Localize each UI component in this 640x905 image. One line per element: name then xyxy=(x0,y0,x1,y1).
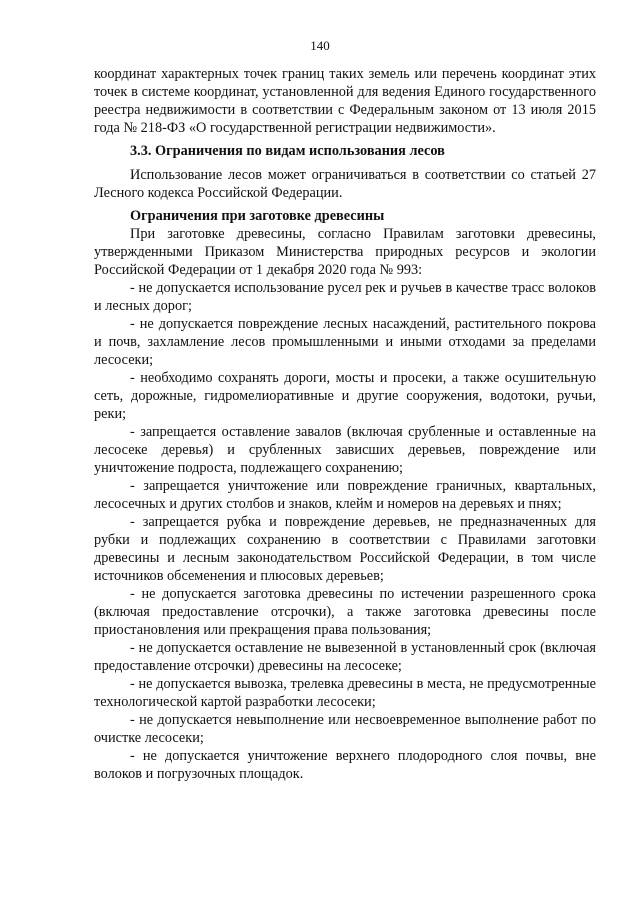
subsection-intro: При заготовке древесины, согласно Правилам заготовки древесины, утвержденными Приказом Министерства природных ресурсов и экологии Российской Федерации от 1 декабря 2020 года № 993: xyxy=(94,226,596,278)
restriction-item: - запрещается оставление завалов (включая срубленные и оставленные на лесосеке деревья) и срубленных зависших деревьев, повреждение или уничтожение подроста, подлежащего сохранению; xyxy=(94,424,596,476)
restriction-item: - не допускается вывозка, трелевка древесины в места, не предусмотренные технологической картой разработки лесосеки; xyxy=(94,676,596,710)
restriction-item: - не допускается оставление не вывезенной в установленный срок (включая предоставление отсрочки) древесины на лесосеке; xyxy=(94,640,596,674)
page-number: 140 xyxy=(310,38,330,53)
document-body xyxy=(94,65,596,783)
restriction-item: - необходимо сохранять дороги, мосты и просеки, а также осушительную сеть, дорожные, гидромелиоративные и другие сооружения, водотоки, ручьи, реки; xyxy=(94,370,596,422)
restriction-item: - не допускается повреждение лесных насаждений, растительного покрова и почв, захламление лесов промышленными и иными отходами за пределами лесосеки; xyxy=(94,316,596,368)
restriction-item: - запрещается уничтожение или повреждение граничных, квартальных, лесосечных и других столбов и знаков, клейм и номеров на деревьях и пнях; xyxy=(94,478,596,512)
intro-paragraph: координат характерных точек границ таких земель или перечень координат этих точек в системе координат, установленной для ведения Единого государственного реестра недвижимости в соответствии с Федеральным законом от 13 июля 2015 года № 218-ФЗ «О государственной регистрации недвижимости». xyxy=(94,66,596,136)
restriction-item: - не допускается невыполнение или несвоевременное выполнение работ по очистке лесосеки; xyxy=(94,712,596,746)
restriction-item: - не допускается использование русел рек и ручьев в качестве трасс волоков и лесных дорог; xyxy=(94,280,596,314)
section-heading: 3.3. Ограничения по видам использования лесов xyxy=(130,143,445,159)
restriction-item: - не допускается заготовка древесины по истечении разрешенного срока (включая предоставление отсрочки), а также заготовка древесины после приостановления или прекращения права пользования; xyxy=(94,586,596,638)
subsection-heading: Ограничения при заготовке древесины xyxy=(130,208,385,224)
restriction-item: - запрещается рубка и повреждение деревьев, не предназначенных для рубки и подлежащих сохранению в соответствии с Правилами заготовки древесины и лесным законодательством Российской Федерации, в том числе источников обсеменения и плюсовых деревьев; xyxy=(94,514,596,584)
section-paragraph: Использование лесов может ограничиваться в соответствии со статьей 27 Лесного кодекса Российской Федерации. xyxy=(94,167,596,201)
restriction-item: - не допускается уничтожение верхнего плодородного слоя почвы, вне волоков и погрузочных площадок. xyxy=(94,748,596,782)
